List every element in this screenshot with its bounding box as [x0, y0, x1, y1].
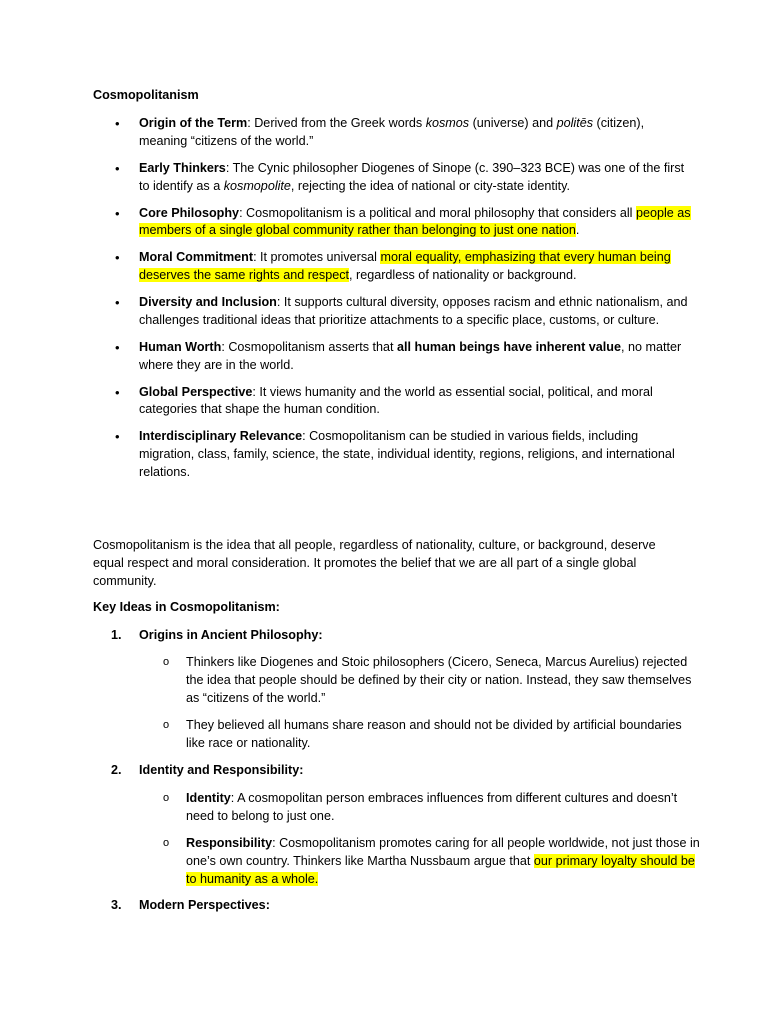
bullet-text: (citizen), meaning “citizens of the world.” [139, 116, 645, 148]
list-item [93, 249, 693, 285]
italic-term: kosmos [425, 116, 470, 130]
sub-list-item [163, 835, 701, 888]
section-heading [93, 627, 323, 645]
summary-bullet-list [93, 115, 693, 491]
bullet-text: : Cosmopolitanism asserts that [221, 339, 398, 354]
section-title: Modern Perspectives: [139, 898, 270, 912]
section-number: 3. [111, 898, 122, 912]
list-item [93, 339, 693, 375]
bullet-text: . [575, 223, 580, 238]
list-item [93, 428, 693, 481]
sub-item-label: Identity [186, 791, 231, 805]
list-item [93, 115, 693, 151]
bold-emphasis: all human beings have inherent value [397, 339, 621, 354]
bullet-label: Global Perspective [139, 384, 253, 399]
bullet-label: Interdisciplinary Relevance [139, 429, 303, 444]
highlighted-text: our primary loyalty should be to humanity as a whole. [186, 853, 695, 886]
bullet-label: Origin of the Term [139, 116, 248, 130]
sub-list-item: o They believed all humans share reason and should not be divided by artificial boundaries like race or nationality. [163, 717, 701, 753]
highlighted-text: moral equality, emphasizing that every human being deserves the same rights and respect [139, 250, 671, 283]
intro-paragraph: Cosmopolitanism is the idea that all people, regardless of nationality, culture, or background, deserve equal respect and moral consideration. It promotes the belief that we are all part of a single global community. [93, 538, 656, 588]
bullet-text: , no matter where they are in the world. [139, 339, 682, 372]
sub-list-item [163, 790, 701, 826]
bullet-label: Moral Commitment [139, 250, 254, 265]
sub-list-item: o Thinkers like Diogenes and Stoic philosophers (Cicero, Seneca, Marcus Aurelius) rejected the idea that people should be defined by their city or nation. Instead, they saw themselves as “citizens of the world.” [163, 654, 701, 707]
sub-item-text: : Cosmopolitanism promotes caring for all people worldwide, not just those in one’s own country. Thinkers like Martha Nussbaum argue that [186, 836, 700, 868]
sub-item-text: : A cosmopolitan person embraces influences from different cultures and doesn’t need to belong to just one. [186, 791, 678, 823]
bullet-text: : Derived from the Greek words [247, 116, 426, 130]
bullet-text: : It supports cultural diversity, opposes racism and ethnic nationalism, and challenges traditional ideas that prioritize attachments to a specific place, customs, or culture. [139, 295, 688, 327]
bullet-label: Core Philosophy [139, 205, 240, 220]
bullet-text: : Cosmopolitanism is a political and moral philosophy that considers all [239, 205, 636, 220]
italic-term: kosmopolite [223, 178, 291, 193]
bullet-label: Human Worth [139, 339, 222, 354]
bullet-text: : It promotes universal [253, 250, 381, 265]
bullet-text: (universe) and [469, 116, 557, 130]
list-item [93, 294, 693, 330]
bullet-text: : It views humanity and the world as essential social, political, and moral categories that shape the human condition. [139, 384, 653, 417]
bullet-text: , rejecting the idea of national or city-state identity. [290, 178, 571, 193]
section-number: 2. [111, 763, 122, 777]
bullet-text: : Cosmopolitanism can be studied in various fields, including migration, class, family, science, the state, individual identity, regions, religions, and international relations. [139, 429, 675, 480]
sub-item-label: Responsibility [186, 836, 273, 850]
highlighted-text: people as members of a single global community rather than belonging to just one nation [139, 205, 691, 238]
section-number: 1. [111, 628, 122, 642]
section-title: Origins in Ancient Philosophy: [139, 628, 323, 642]
document-title: Cosmopolitanism [93, 88, 199, 102]
list-item [93, 384, 693, 420]
section-heading [93, 762, 303, 780]
italic-term: politēs [556, 116, 593, 130]
section-title: Identity and Responsibility: [139, 763, 304, 777]
key-ideas-heading: Key Ideas in Cosmopolitanism: [93, 600, 280, 614]
list-item [93, 160, 693, 196]
bullet-text: : The Cynic philosopher Diogenes of Sinope (c. 390–323 BCE) was one of the first to identify as a [139, 160, 685, 193]
section-heading [93, 897, 270, 915]
list-item [93, 205, 693, 241]
bullet-text: , regardless of nationality or background. [349, 268, 577, 283]
bullet-label: Early Thinkers [139, 160, 226, 175]
bullet-label: Diversity and Inclusion [139, 295, 277, 310]
